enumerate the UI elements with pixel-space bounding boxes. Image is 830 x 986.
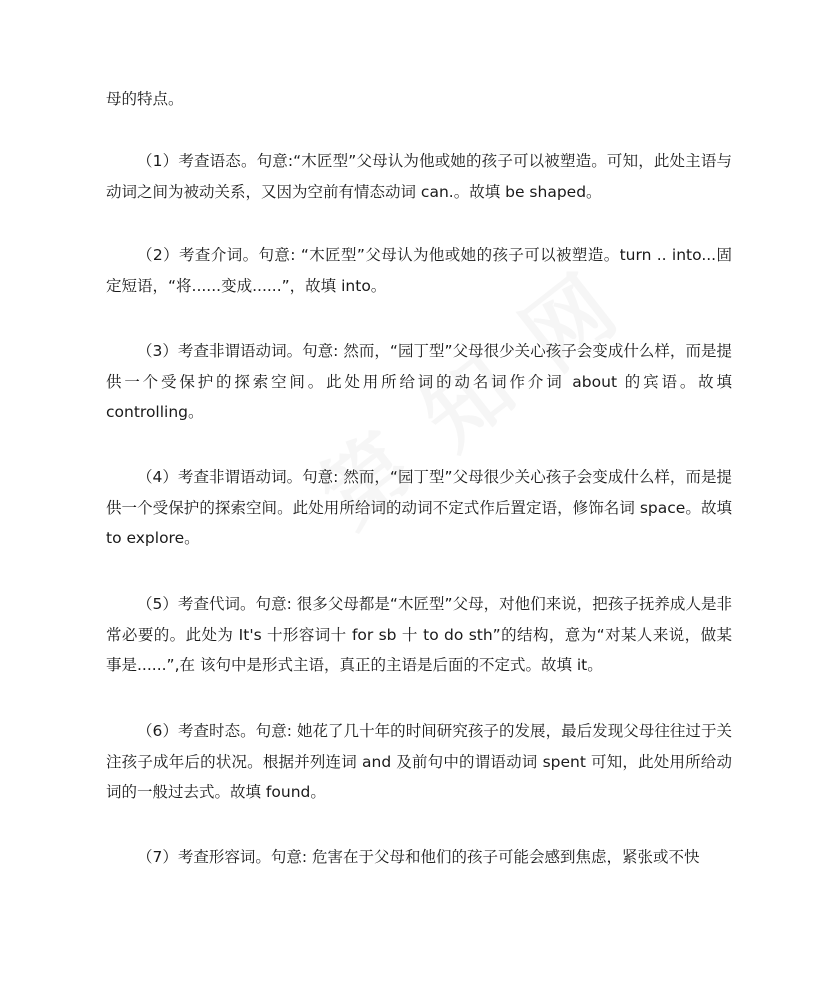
paragraph-answer-5: （5）考查代词。句意: 很多父母都是“木匠型”父母，对他们来说，把孩子抚养成人是非常必要的。此处为 It's 十形容词十 for sb 十 to do sth”的结构，意为“对某人来说，做某事是......”,在 该句中是形式主语，真正的主语是后面的不定式。故填 it。 (106, 595, 732, 674)
paragraph-answer-3: （3）考查非谓语动词。句意: 然而，“园丁型”父母很少关心孩子会变成什么样，而是提供一个受保护的探索空间。此处用所给词的动名词作介词 about 的宾语。故填 controlling。 (106, 342, 732, 421)
paragraph-answer-6: （6）考查时态。句意: 她花了几十年的时间研究孩子的发展，最后发现父母往往过于关注孩子成年后的状况。根据并列连词 and 及前句中的谓语动词 spent 可知，此处用所给动词的一般过去式。故填 found。 (106, 722, 732, 801)
paragraph-answer-4: （4）考查非谓语动词。句意: 然而，“园丁型”父母很少关心孩子会变成什么样，而是提供一个受保护的探索空间。此处用所给词的动词不定式作后置定语，修饰名词 space。故填 to explore。 (106, 468, 732, 547)
paragraph-answer-7: （7）考查形容词。句意: 危害在于父母和他们的孩子可能会感到焦虑，紧张或不快 (137, 848, 700, 866)
paragraph-intro: 母的特点。 (106, 90, 184, 108)
paragraph-answer-1: （1）考查语态。句意:“木匠型”父母认为他或她的孩子可以被塑造。可知，此处主语与动词之间为被动关系，又因为空前有情态动词 can.。故填 be shaped。 (106, 152, 732, 201)
paragraph-answer-2: （2）考查介词。句意: “木匠型”父母认为他或她的孩子可以被塑造。turn .. into...固定短语，“将......变成......”，故填 into。 (106, 246, 732, 295)
